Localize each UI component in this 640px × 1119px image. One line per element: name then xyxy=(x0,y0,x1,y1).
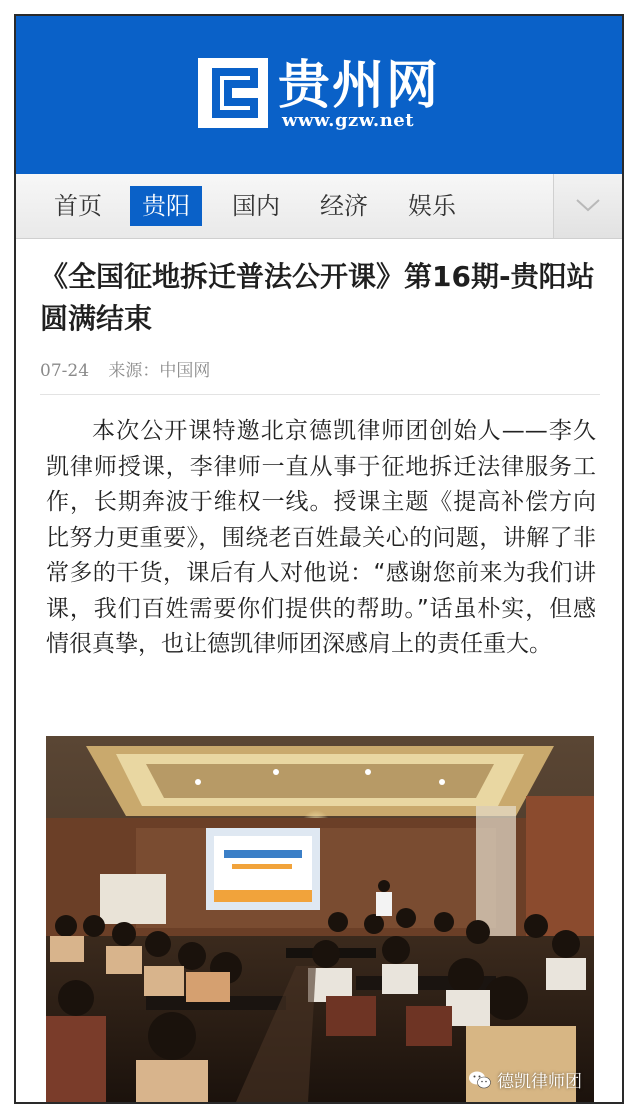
watermark-text: 德凯律师团 xyxy=(497,1072,582,1092)
nav-item-guiyang[interactable]: 贵阳 xyxy=(130,186,202,226)
lecture-hall-image xyxy=(46,736,594,1102)
site-header xyxy=(16,16,622,174)
nav-more-button[interactable] xyxy=(553,174,622,238)
nav-item-domestic[interactable]: 国内 xyxy=(232,192,280,220)
nav-bar xyxy=(16,174,622,239)
divider xyxy=(40,394,600,395)
article-body: 本次公开课特邀北京德凯律师团创始人——李久凯律师授课，李律师一直从事于征地拆迁法律服务工作，长期奔波于维权一线。授课主题《提高补偿方向比努力更重要》，围绕老百姓最关心的问题，讲解了非常多的干货，课后有人对他说：“感谢您前来为我们讲课，我们百姓需要你们提供的帮助。”话虽朴实，但感情很真挚，也让德凯律师团深感肩上的责任重大。 xyxy=(46,418,596,657)
article-source: 来源：中国网 xyxy=(108,361,211,381)
nav-item-economy[interactable]: 经济 xyxy=(320,192,368,220)
article-title: 《全国征地拆迁普法公开课》第16期-贵阳站 圆满结束 xyxy=(40,260,595,335)
page-frame xyxy=(14,14,624,1104)
article-photo xyxy=(46,736,594,1102)
article-meta xyxy=(40,356,224,381)
site-logo-icon[interactable] xyxy=(198,58,268,128)
wechat-watermark xyxy=(469,1067,582,1092)
site-url[interactable]: www.gzw.net xyxy=(282,110,415,131)
wechat-icon xyxy=(469,1071,491,1089)
article-date: 07-24 xyxy=(40,361,90,381)
nav-item-entertainment[interactable]: 娱乐 xyxy=(408,192,456,220)
chevron-down-icon xyxy=(574,196,602,214)
nav-item-home[interactable]: 首页 xyxy=(54,192,102,220)
site-name[interactable]: 贵州网 xyxy=(278,56,441,116)
